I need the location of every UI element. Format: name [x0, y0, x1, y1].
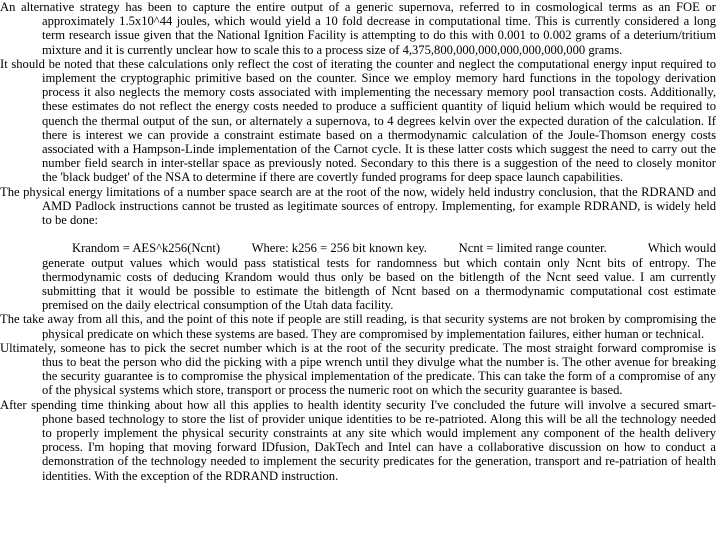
paragraph-health-identity: After spending time thinking about how all this applies to health identity security I've concluded the future will involve a secured smart-phone based technology to store the list of provider unique identities to be re-patrioted. Along this will be all the technology needed to properly implement the physical security constraints at any site which would implement any component of the health delivery process. I'm hoping that moving forward IDfusion, DakTech and Intel can have a collaborative discussion on how to conduct a demonstration of the technology needed to implement the security predicates for the generation, transport and re-patriation of health identities. With the exception of the RDRAND instruction. — [0, 397, 716, 483]
paragraph-physical-limitations: The physical energy limitations of a number space search are at the root of the now, widely held industry conclusion, that the RDRAND and AMD Padlock instructions cannot be trusted as legitimate sources of entropy. Implementing, for example RDRAND, is widely held to be done: — [0, 184, 716, 228]
paragraph-supernova: An alternative strategy has been to capture the entire output of a generic supernova, referred to in cosmological terms as an FOE or approximately 1.5x10^44 joules, which would yield a 10 fold decrease in computational time. This is currently considered a long term research issue given that the National Ignition Facility is attempting to do this with 0.001 to 0.002 grams of a deterium/tritium mixture and it is currently unclear how to scale this to a process size of 4,375,800,000,000,000,000,000,000 grams. — [0, 0, 716, 57]
blank-line — [0, 227, 720, 241]
equation-key-definition: Where: k256 = 256 bit known key. — [251, 241, 427, 256]
rdrand-equation — [0, 241, 720, 312]
equation-counter-definition: Ncnt = limited range counter. — [458, 241, 607, 256]
equation-explanation: Which would generate output values which would pass statistical tests for randomness but which contain only Ncnt bits of entropy. The thermodynamic costs of deducing Krandom would thus only be based on the bitlength of the Ncnt seed value. I am currently submitting that it would be possible to estimate the bitlength of Ncnt based on a thermodynamic computational cost estimate premised on the daily electrical consumption of the Utah data facility. — [42, 241, 717, 313]
paragraph-take-away: The take away from all this, and the point of this note if people are still reading, is that security systems are not broken by compromising the physical predicate on which these systems are based. They are compromised by implementation failures, either human or technical. — [0, 312, 716, 341]
paragraph-secret-number: Ultimately, someone has to pick the secret number which is at the root of the security predicate. The most straight forward compromise is thus to beat the person who did the picking with a pipe wrench until they divulge what the number is. The other avenue for breaking the security guarantee is to compromise the physical implementation of the predicate. This can take the form of a compromise of any of the physical systems which store, transport or process the numeric root on which the security guarantee is based. — [0, 340, 716, 398]
equation-formula: Krandom = AES^k256(Ncnt) — [72, 241, 221, 256]
paragraph-costs: It should be noted that these calculations only reflect the cost of iterating the counter and neglect the computational energy input required to implement the cryptographic primitive based on the counter. Since we employ memory hard functions in the topology derivation process it also neglects the memory costs associated with implementing the necessary memory pool transaction costs. Additionally, these estimates do not reflect the energy costs needed to produce a sufficient quantity of liquid helium which would be required to quench the thermal output of the sun, or alternately a supernova, to 4 degrees kelvin over the expected duration of the calculation. If there is interest we can provide a constraint estimate based on a thermodynamic calculation of the Joule-Thomson energy costs associated with a Hampson-Linde implementation of the Carnot cycle. It is these latter costs which suggest the need to carry out the number field search in inter-stellar space as previously noted. Secondary to this there is a suggestion of the need to closely monitor the 'black budget' of the NSA to determine if there are covertly funded programs for deep space launch capabilities. — [0, 56, 716, 185]
